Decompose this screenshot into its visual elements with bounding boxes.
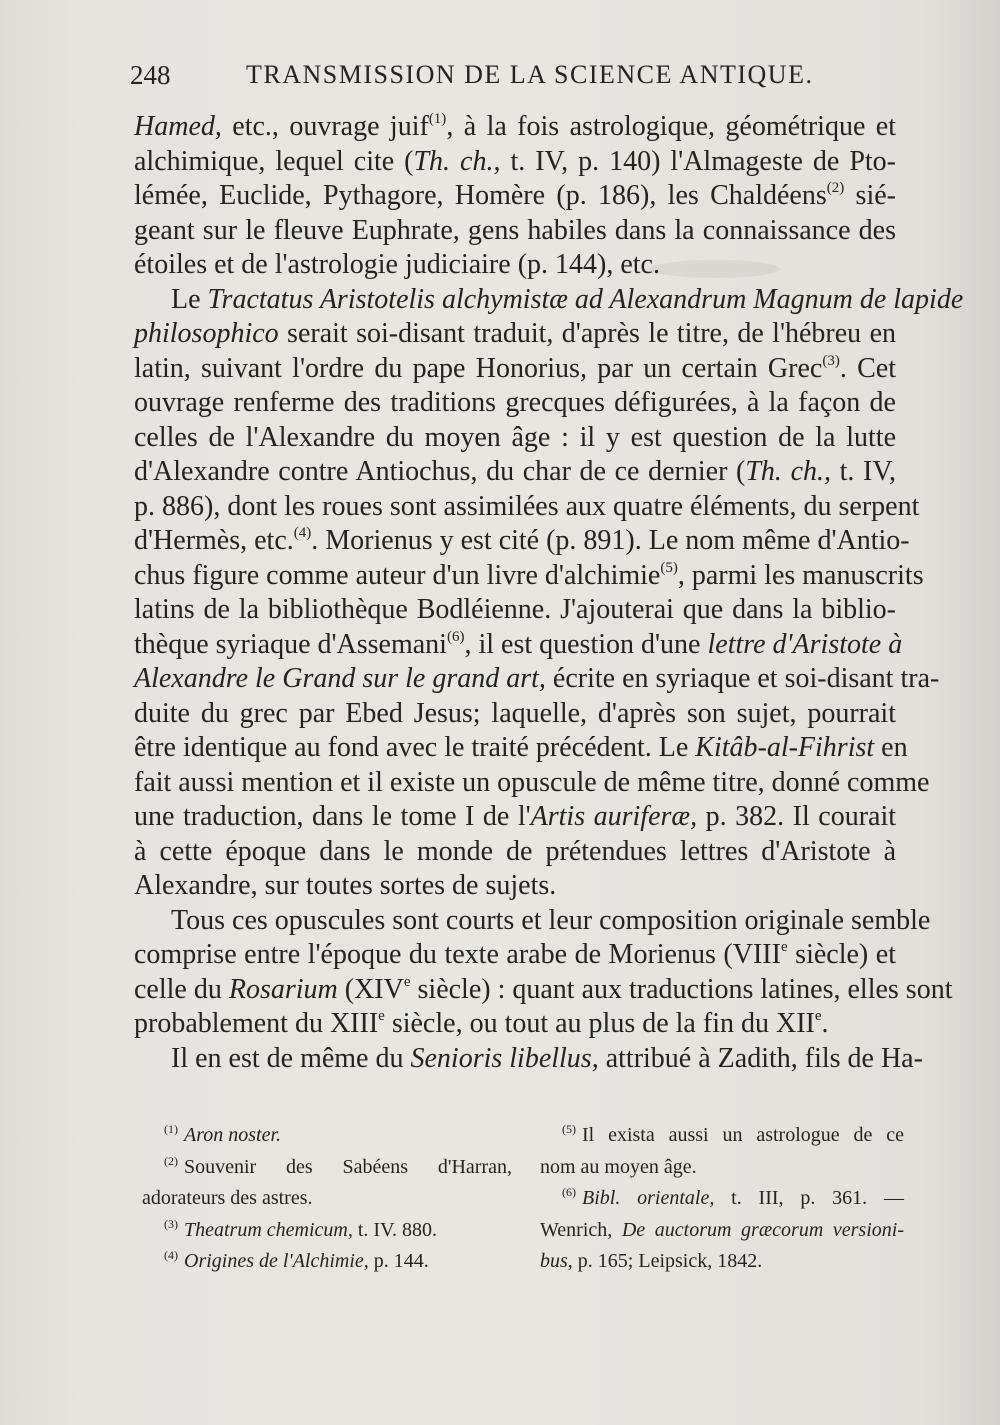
footnote-line: [142, 1215, 512, 1247]
footnote-marker: (6): [562, 1185, 576, 1199]
text-run: Th. ch.,: [413, 145, 501, 177]
text-line: [134, 1007, 896, 1042]
text-run: chus figure comme auteur d'un livre d'alchimie: [134, 559, 661, 591]
footnote-text: t. III, p. 361. —: [714, 1187, 904, 1209]
text-line: [134, 179, 896, 214]
footnote-line: [540, 1183, 904, 1215]
footnote-text: bus,: [540, 1250, 573, 1272]
text-run: . Cet: [839, 352, 896, 384]
text-run: Kitâb-al-Fihrist: [695, 732, 875, 763]
text-line: [134, 628, 903, 663]
footnote-reference: (3): [822, 352, 840, 369]
text-line: fait aussi mention et il existe un opuscule de même titre, donné comme: [134, 766, 930, 798]
page-header: [130, 60, 900, 96]
text-run: latin, suivant l'ordre du pape Honorius, par un certain Grec: [134, 352, 823, 384]
text-line: à cette époque dans le monde de prétendues lettres d'Aristote à: [134, 835, 896, 867]
text-line: [134, 110, 896, 145]
text-run: t. IV,: [831, 456, 896, 487]
roman-numeral: VIII: [732, 939, 781, 970]
superscript: e: [814, 1008, 822, 1024]
body-text: [134, 110, 964, 1078]
footnote-text: p. 165; Leipsick, 1842.: [572, 1250, 763, 1272]
roman-numeral: XII: [775, 1008, 815, 1039]
text-run: d'Alexandre contre Antiochus, du char de ce dernier (: [134, 456, 746, 487]
footnote-marker: (1): [164, 1122, 178, 1136]
footnote-line: adorateurs des astres.: [142, 1187, 313, 1209]
footnote-text: p. 144.: [368, 1250, 429, 1272]
footnote-reference: (4): [293, 525, 312, 541]
text-run: .: [821, 1008, 829, 1039]
text-run: probablement du: [134, 1008, 330, 1039]
footnote-marker: (2): [164, 1153, 178, 1168]
text-run: d'Hermès, etc.: [134, 525, 294, 556]
footnote-reference: (5): [660, 559, 678, 576]
text-line: duite du grec par Ebed Jesus; laquelle, d'après son sujet, pourrait: [134, 697, 896, 729]
text-run: siècle) : quant aux traductions latines, elles sont: [410, 973, 953, 1005]
footnote-line: nom au moyen âge.: [540, 1155, 697, 1178]
text-line: [134, 973, 953, 1008]
text-line: [134, 283, 964, 318]
text-line: [134, 317, 896, 352]
text-run: philosophico: [134, 318, 279, 349]
text-line: Alexandre, sur toutes sortes de sujets.: [134, 870, 557, 901]
text-run: Rosarium: [228, 973, 338, 1005]
text-run: Senioris libellus,: [410, 1042, 599, 1074]
text-run: Th. ch.,: [745, 456, 831, 487]
text-line: [134, 800, 896, 835]
text-run: serait soi-disant traduit, d'après le titre, de l'hébreu en: [278, 318, 896, 349]
footnote-text: t. IV. 880.: [352, 1218, 437, 1241]
footnote-text: De auctorum græcorum versioni-: [621, 1218, 904, 1241]
text-run: alchimique, lequel cite (: [134, 145, 414, 177]
page-number: 248: [130, 60, 171, 90]
text-line: Tous ces opuscules sont courts et leur composition originale semble: [171, 904, 931, 936]
text-line: geant sur le fleuve Euphrate, gens habiles dans la connaissance des: [134, 214, 896, 246]
text-run: lémée, Euclide, Pythagore, Homère (p. 186), les Chaldéens: [134, 180, 827, 211]
footnote-text: Il exista aussi un astrologue de ce: [582, 1124, 904, 1146]
footnote-line: [540, 1215, 904, 1247]
superscript: e: [378, 1008, 385, 1024]
footnote-marker: (4): [164, 1248, 178, 1262]
roman-numeral: XIV: [354, 973, 404, 1005]
running-title: TRANSMISSION DE LA SCIENCE ANTIQUE.: [246, 60, 814, 89]
text-line: [134, 938, 896, 973]
superscript: e: [780, 939, 788, 955]
text-run: etc., ouvrage juif: [221, 111, 429, 142]
text-line: latins de la bibliothèque Bodléienne. J'ajouterai que dans la biblio-: [134, 594, 896, 625]
text-run: en: [874, 732, 908, 763]
text-run: être identique au fond avec le traité précédent. Le: [134, 732, 696, 763]
text-run: siècle, ou tout au plus de la fin du: [384, 1008, 776, 1039]
superscript: e: [403, 973, 411, 990]
text-run: thèque syriaque d'Assemani: [134, 628, 447, 660]
footnote-marker: (5): [562, 1122, 576, 1136]
text-run: , à la fois astrologique, géométrique et: [446, 111, 896, 142]
footnote-text: Origines de l'Alchimie,: [184, 1250, 369, 1272]
text-run: Tractatus Aristotelis alchymistæ ad Alexandrum Magnum de lapide: [207, 283, 964, 315]
text-run: . Morienus y est cité (p. 891). Le nom même d'Antio-: [311, 525, 910, 556]
text-run: , il est question d'une: [464, 628, 708, 660]
roman-numeral: XIII: [329, 1008, 379, 1039]
text-run: t. IV, p. 140) l'Almageste de Pto-: [500, 145, 896, 177]
text-run: , parmi les manuscrits: [677, 559, 924, 591]
text-run: lettre d'Aristote à: [707, 628, 903, 660]
footnote-line: [142, 1120, 512, 1152]
footnote-text: Bibl. orientale,: [582, 1187, 715, 1209]
text-run: Alexandre le Grand sur le grand art,: [134, 663, 546, 694]
footnote-line: [142, 1246, 512, 1278]
text-run: Artis auriferæ,: [530, 801, 698, 832]
footnote-marker: (3): [164, 1216, 178, 1231]
text-run: sié-: [844, 180, 896, 211]
text-line: [134, 662, 940, 697]
text-run: Hamed,: [134, 111, 222, 142]
text-line: ouvrage renferme des traditions grecques défigurées, à la façon de: [134, 387, 896, 418]
footnotes-left-column: [142, 1120, 512, 1278]
text-line: [134, 559, 924, 594]
footnote-reference: (2): [826, 180, 845, 196]
text-line: celles de l'Alexandre du moyen âge : il y est question de la lutte: [134, 421, 896, 453]
text-run: attribué à Zadith, fils de Ha-: [598, 1042, 923, 1074]
text-run: comprise entre l'époque du texte arabe de Morienus (: [134, 939, 733, 970]
text-run: écrite en syriaque et soi-disant tra-: [545, 663, 940, 694]
text-run: p. 382. Il courait: [697, 801, 896, 832]
text-line: [134, 455, 896, 490]
footnote-text: Wenrich,: [540, 1218, 622, 1241]
text-line: [134, 145, 896, 180]
text-run: siècle) et: [787, 939, 896, 970]
text-line: étoiles et de l'astrologie judiciaire (p. 144), etc.: [134, 249, 660, 280]
text-line: p. 886), dont les roues sont assimilées aux quatre éléments, du serpent: [134, 490, 920, 522]
footnote-line: [540, 1120, 904, 1152]
text-run: Il en est de même du: [171, 1042, 411, 1074]
text-line: [134, 524, 910, 559]
text-run: Le: [171, 283, 208, 315]
text-line: [134, 731, 908, 766]
text-run: une traduction, dans le tome I de l': [134, 801, 531, 832]
footnotes-right-column: [540, 1120, 904, 1278]
footnote-text: Aron noster.: [184, 1124, 282, 1146]
footnote-line: [142, 1152, 512, 1184]
text-line: [134, 1042, 923, 1077]
footnote-text: Souvenir des Sabéens d'Harran,: [184, 1155, 512, 1178]
text-run: celle du: [134, 973, 229, 1005]
footnote-reference: (6): [446, 628, 465, 645]
text-run: (: [337, 973, 355, 1005]
footnote-reference: (1): [428, 111, 447, 127]
footnotes: [142, 1120, 904, 1270]
footnote-text: Theatrum chemicum,: [184, 1218, 353, 1241]
text-line: [134, 352, 896, 387]
footnote-line: [540, 1246, 904, 1278]
